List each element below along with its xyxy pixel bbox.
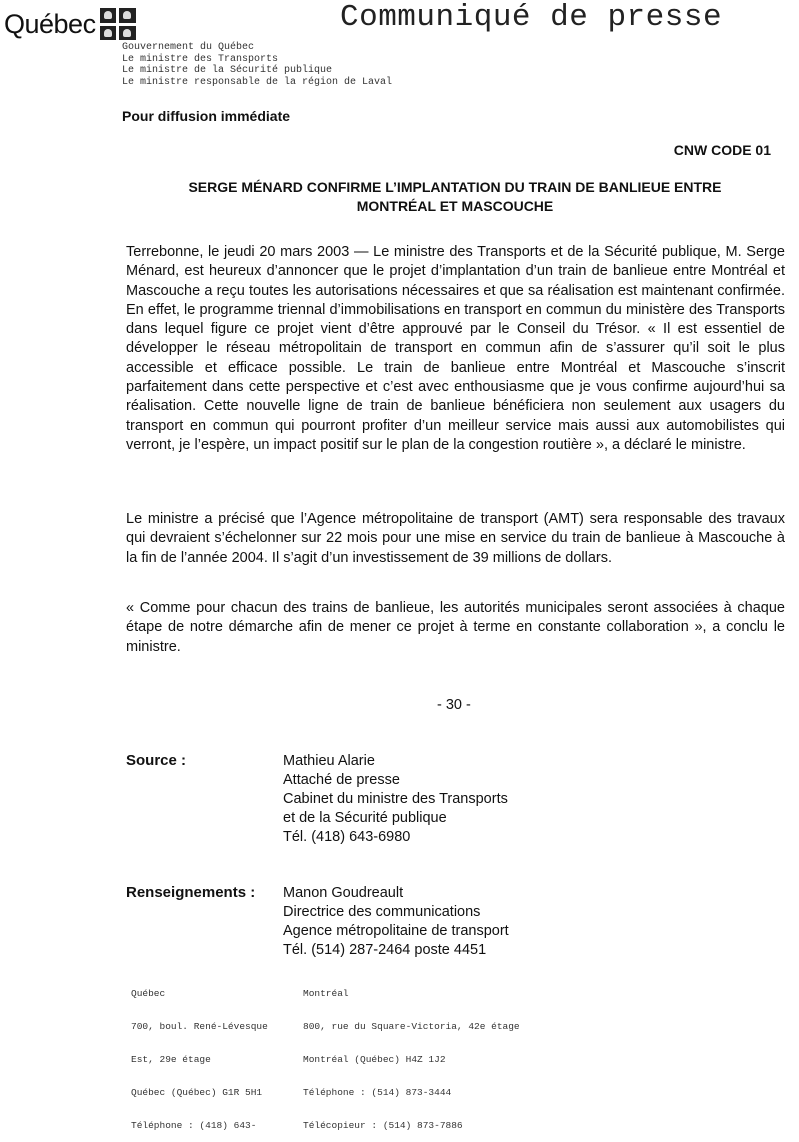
government-line: Le ministre responsable de la région de Laval <box>122 76 393 88</box>
government-line: Le ministre des Transports <box>122 53 279 65</box>
contact-line: Attaché de presse <box>283 772 400 788</box>
release-timing: Pour diffusion immédiate <box>122 108 291 124</box>
contact-line: Tél. (514) 287-2464 poste 4451 <box>283 942 487 958</box>
contact-line: Manon Goudreault <box>283 885 404 901</box>
info-label: Renseignements : <box>126 884 256 901</box>
contact-line: Agence métropolitaine de transport <box>283 923 509 939</box>
contact-line: et de la Sécurité publique <box>283 810 447 826</box>
address-line: Téléphone : (514) 873-3444 <box>303 1087 452 1098</box>
address-line: 700, boul. René-Lévesque <box>131 1021 268 1032</box>
address-line: Montréal (Québec) H4Z 1J2 <box>303 1054 446 1065</box>
government-line: Le ministre de la Sécurité publique <box>122 65 333 76</box>
contact-line: Directrice des communications <box>283 904 481 920</box>
quebec-logo <box>4 8 136 40</box>
footer-address-montreal <box>303 966 520 1142</box>
address-line: Montréal <box>303 988 349 999</box>
body-paragraph-2: Le ministre a précisé que l’Agence métropolitaine de transport (AMT) sera responsable des travaux qui devraient s’échelonner sur 22 mois pour une mise en service du train de banlieue à Mascouche à la fin de l’année 2004. Il s’agit d’un investissement de 39 millions de dollars. <box>126 511 785 566</box>
headline <box>125 178 785 216</box>
address-line: Québec (Québec) G1R 5H1 <box>131 1087 263 1098</box>
address-line: Est, 29e étage <box>131 1054 211 1065</box>
contact-line: Cabinet du ministre des Transports <box>283 791 508 807</box>
headline-line: MONTRÉAL ET MASCOUCHE <box>356 198 554 214</box>
document-title: Communiqué de presse <box>340 0 723 35</box>
end-marker: - 30 - <box>437 697 471 713</box>
info-contact <box>283 884 509 960</box>
address-line: 800, rue du Square-Victoria, 42e étage <box>303 1021 520 1032</box>
contact-line: Mathieu Alarie <box>283 753 375 769</box>
footer-address-quebec <box>131 966 268 1142</box>
address-line: Téléphone : (418) 643- <box>131 1120 257 1131</box>
headline-line: SERGE MÉNARD CONFIRME L’IMPLANTATION DU TRAIN DE BANLIEUE ENTRE <box>188 179 722 195</box>
address-line: Télécopieur : (514) 873-7886 <box>303 1120 463 1131</box>
body-paragraph-3: « Comme pour chacun des trains de banlieue, les autorités municipales seront associées à chaque étape de notre démarche afin de mener ce projet à terme en constante collaboration », a conclu le ministre. <box>126 600 785 655</box>
logo-wordmark: Québec <box>4 8 96 39</box>
contact-line: Tél. (418) 643-6980 <box>283 829 411 845</box>
fleur-de-lis-flag-icon <box>100 8 136 40</box>
government-block <box>122 42 392 88</box>
body-paragraph-1: Terrebonne, le jeudi 20 mars 2003 — Le ministre des Transports et de la Sécurité publique, M. Serge Ménard, est heureux d’annoncer que le projet d’implantation d’un train de banlieue entre Montréal et Mascouche a reçu toutes les autorisations nécessaires et que sa réalisation est maintenant confirmée. En effet, le programme triennal d’immobilisations en transport en commun du ministère des Transports dans lequel figure ce projet vient d’être approuvé par le Conseil du Trésor. « Il est essentiel de développer le réseau métropolitain de transport en commun afin de s’assurer qu’il soit le plus accessible et efficace possible. Le train de banlieue entre Montréal et Mascouche s’inscrit parfaitement dans cette perspective et c’est avec enthousiasme que je vous confirme aujourd’hui sa réalisation. Cette nouvelle ligne de train de banlieue bénéficiera non seulement aux usagers du transport en commun qui pourront profiter d’un meilleur service mais aussi aux automobilistes qui verront, je l’espère, un impact positif sur le plan de la congestion routière », a déclaré le ministre. <box>126 244 785 453</box>
address-line: Québec <box>131 988 166 999</box>
source-contact <box>283 752 508 847</box>
government-line: Gouvernement du Québec <box>122 42 255 53</box>
source-label: Source : <box>126 752 187 769</box>
cnw-code: CNW CODE 01 <box>673 142 771 158</box>
